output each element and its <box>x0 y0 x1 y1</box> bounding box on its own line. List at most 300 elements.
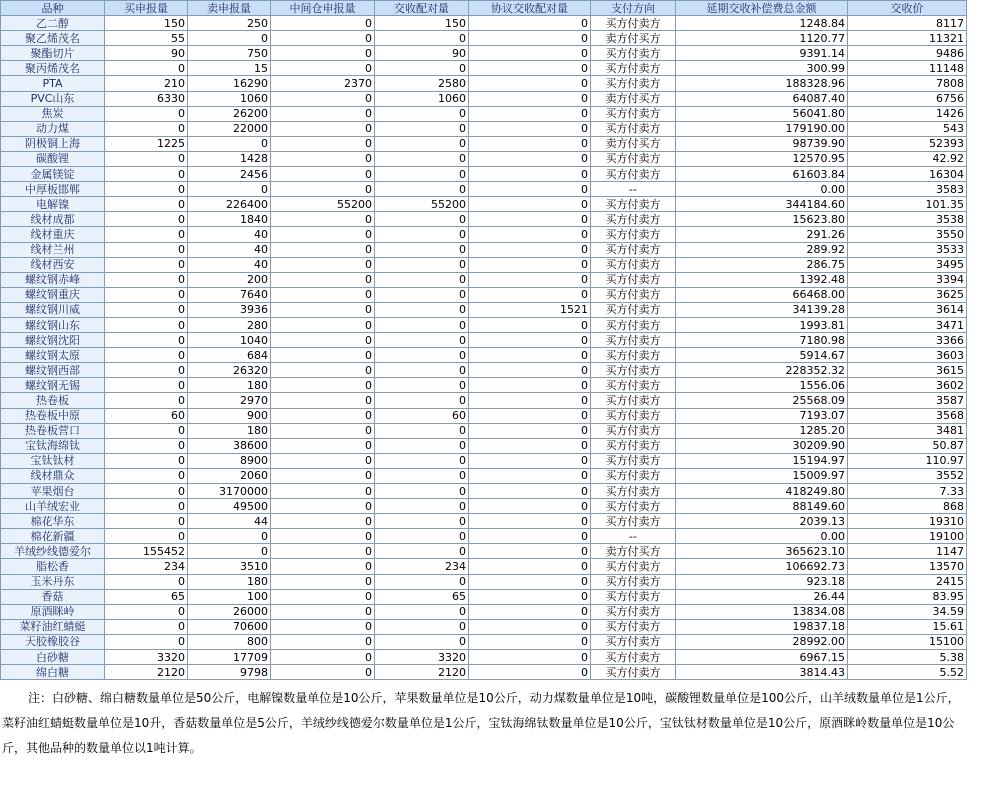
cell-compensation-total: 6967.15 <box>676 650 848 665</box>
cell-sell-declared: 9798 <box>188 665 271 680</box>
cell-agreement-matched: 0 <box>469 106 591 121</box>
cell-sell-declared: 280 <box>188 317 271 332</box>
cell-product-name: 螺纹钢无锡 <box>1 378 105 393</box>
cell-payment-direction: 卖方付买方 <box>591 91 676 106</box>
cell-product-name: 原酒眯岭 <box>1 604 105 619</box>
cell-agreement-matched: 0 <box>469 589 591 604</box>
table-row <box>1 257 967 272</box>
cell-intermediate-declared: 0 <box>271 182 375 197</box>
cell-compensation-total: 291.26 <box>676 227 848 242</box>
cell-product-name: 螺纹钢重庆 <box>1 287 105 302</box>
cell-intermediate-declared: 0 <box>271 423 375 438</box>
cell-intermediate-declared: 0 <box>271 514 375 529</box>
cell-payment-direction: 卖方付买方 <box>591 136 676 151</box>
header-buy-declared: 买申报量 <box>105 1 188 16</box>
cell-buy-declared: 1225 <box>105 136 188 151</box>
cell-payment-direction: 买方付卖方 <box>591 151 676 166</box>
cell-sell-declared: 70600 <box>188 619 271 634</box>
cell-delivery-price: 3495 <box>848 257 967 272</box>
cell-sell-declared: 3936 <box>188 302 271 317</box>
cell-delivery-price: 19100 <box>848 529 967 544</box>
cell-intermediate-declared: 0 <box>271 348 375 363</box>
cell-agreement-matched: 0 <box>469 91 591 106</box>
header-intermediate-declared: 中间仓申报量 <box>271 1 375 16</box>
cell-intermediate-declared: 0 <box>271 604 375 619</box>
table-row <box>1 363 967 378</box>
cell-delivery-price: 34.59 <box>848 604 967 619</box>
cell-matched-quantity: 90 <box>375 46 469 61</box>
cell-delivery-price: 110.97 <box>848 453 967 468</box>
cell-payment-direction: 卖方付买方 <box>591 544 676 559</box>
cell-sell-declared: 250 <box>188 16 271 31</box>
cell-product-name: 脂松香 <box>1 559 105 574</box>
cell-agreement-matched: 0 <box>469 393 591 408</box>
cell-agreement-matched: 0 <box>469 559 591 574</box>
cell-sell-declared: 26200 <box>188 106 271 121</box>
cell-agreement-matched: 0 <box>469 529 591 544</box>
header-compensation-total: 延期交收补偿费总金额 <box>676 1 848 16</box>
cell-product-name: 羊绒纱线德爱尔 <box>1 544 105 559</box>
cell-agreement-matched: 0 <box>469 348 591 363</box>
table-row <box>1 559 967 574</box>
cell-matched-quantity: 0 <box>375 484 469 499</box>
cell-payment-direction: -- <box>591 529 676 544</box>
table-row <box>1 453 967 468</box>
cell-compensation-total: 1248.84 <box>676 16 848 31</box>
cell-agreement-matched: 0 <box>469 363 591 378</box>
cell-sell-declared: 0 <box>188 31 271 46</box>
cell-sell-declared: 800 <box>188 634 271 649</box>
header-product: 品种 <box>1 1 105 16</box>
cell-buy-declared: 0 <box>105 484 188 499</box>
table-row <box>1 333 967 348</box>
cell-agreement-matched: 0 <box>469 634 591 649</box>
cell-payment-direction: 买方付卖方 <box>591 574 676 589</box>
cell-product-name: 线材鼎众 <box>1 468 105 483</box>
cell-agreement-matched: 0 <box>469 31 591 46</box>
cell-buy-declared: 0 <box>105 514 188 529</box>
cell-intermediate-declared: 0 <box>271 106 375 121</box>
cell-buy-declared: 0 <box>105 257 188 272</box>
cell-payment-direction: 买方付卖方 <box>591 634 676 649</box>
cell-intermediate-declared: 0 <box>271 91 375 106</box>
cell-compensation-total: 286.75 <box>676 257 848 272</box>
cell-payment-direction: 买方付卖方 <box>591 333 676 348</box>
cell-product-name: 线材兰州 <box>1 242 105 257</box>
cell-intermediate-declared: 0 <box>271 302 375 317</box>
cell-delivery-price: 11148 <box>848 61 967 76</box>
cell-matched-quantity: 0 <box>375 121 469 136</box>
cell-product-name: 聚酯切片 <box>1 46 105 61</box>
cell-intermediate-declared: 0 <box>271 16 375 31</box>
cell-sell-declared: 44 <box>188 514 271 529</box>
cell-product-name: 动力煤 <box>1 121 105 136</box>
header-matched-quantity: 交收配对量 <box>375 1 469 16</box>
cell-delivery-price: 3568 <box>848 408 967 423</box>
cell-product-name: 聚丙烯茂名 <box>1 61 105 76</box>
cell-buy-declared: 0 <box>105 423 188 438</box>
table-row <box>1 619 967 634</box>
cell-delivery-price: 9486 <box>848 46 967 61</box>
cell-payment-direction: 买方付卖方 <box>591 106 676 121</box>
cell-sell-declared: 38600 <box>188 438 271 453</box>
table-row <box>1 423 967 438</box>
cell-matched-quantity: 0 <box>375 423 469 438</box>
cell-agreement-matched: 0 <box>469 61 591 76</box>
table-row <box>1 317 967 332</box>
cell-intermediate-declared: 0 <box>271 544 375 559</box>
cell-compensation-total: 3814.43 <box>676 665 848 680</box>
cell-delivery-price: 8117 <box>848 16 967 31</box>
cell-buy-declared: 0 <box>105 348 188 363</box>
cell-intermediate-declared: 0 <box>271 408 375 423</box>
cell-payment-direction: 买方付卖方 <box>591 468 676 483</box>
cell-product-name: 天胶橡胶谷 <box>1 634 105 649</box>
cell-product-name: 螺纹钢太原 <box>1 348 105 363</box>
cell-buy-declared: 150 <box>105 16 188 31</box>
cell-compensation-total: 0.00 <box>676 182 848 197</box>
table-row <box>1 438 967 453</box>
cell-product-name: 棉花华东 <box>1 514 105 529</box>
cell-matched-quantity: 0 <box>375 393 469 408</box>
cell-delivery-price: 868 <box>848 499 967 514</box>
cell-product-name: 螺纹钢沈阳 <box>1 333 105 348</box>
table-row <box>1 242 967 257</box>
cell-payment-direction: 买方付卖方 <box>591 589 676 604</box>
cell-delivery-price: 5.52 <box>848 665 967 680</box>
table-body <box>1 16 967 680</box>
cell-compensation-total: 12570.95 <box>676 151 848 166</box>
cell-delivery-price: 7808 <box>848 76 967 91</box>
cell-compensation-total: 179190.00 <box>676 121 848 136</box>
cell-product-name: PVC山东 <box>1 91 105 106</box>
cell-product-name: 白砂糖 <box>1 650 105 665</box>
cell-payment-direction: 买方付卖方 <box>591 61 676 76</box>
cell-payment-direction: 买方付卖方 <box>591 363 676 378</box>
cell-delivery-price: 11321 <box>848 31 967 46</box>
cell-compensation-total: 13834.08 <box>676 604 848 619</box>
cell-matched-quantity: 0 <box>375 136 469 151</box>
cell-delivery-price: 543 <box>848 121 967 136</box>
cell-sell-declared: 26000 <box>188 604 271 619</box>
cell-buy-declared: 60 <box>105 408 188 423</box>
cell-delivery-price: 1426 <box>848 106 967 121</box>
cell-agreement-matched: 0 <box>469 650 591 665</box>
cell-buy-declared: 0 <box>105 574 188 589</box>
cell-agreement-matched: 0 <box>469 151 591 166</box>
cell-agreement-matched: 0 <box>469 167 591 182</box>
footnote: 注：白砂糖、绵白糖数量单位是50公斤，电解镍数量单位是10公斤，苹果数量单位是10公斤，动力煤数量单位是10吨，碳酸锂数量单位是100公斤，山羊绒数量单位是1公斤，菜籽油红蜻蜓数量单位是10升，香菇数量单位是5公斤，羊绒纱线德爱尔数量单位是1公斤，宝钛海绵钛数量单位是10公斤，宝钛钛材数量单位是10公斤，原酒眯岭数量单位是10公斤，其他品种的数量单位以1吨计算。 <box>2 691 960 756</box>
cell-buy-declared: 2120 <box>105 665 188 680</box>
cell-sell-declared: 40 <box>188 257 271 272</box>
cell-matched-quantity: 2120 <box>375 665 469 680</box>
cell-delivery-price: 52393 <box>848 136 967 151</box>
cell-matched-quantity: 0 <box>375 333 469 348</box>
cell-buy-declared: 0 <box>105 529 188 544</box>
cell-matched-quantity: 0 <box>375 227 469 242</box>
cell-intermediate-declared: 0 <box>271 257 375 272</box>
cell-sell-declared: 900 <box>188 408 271 423</box>
cell-agreement-matched: 0 <box>469 287 591 302</box>
cell-compensation-total: 5914.67 <box>676 348 848 363</box>
cell-delivery-price: 1147 <box>848 544 967 559</box>
table-row <box>1 468 967 483</box>
cell-payment-direction: 买方付卖方 <box>591 227 676 242</box>
cell-buy-declared: 0 <box>105 393 188 408</box>
cell-sell-declared: 1060 <box>188 91 271 106</box>
cell-sell-declared: 17709 <box>188 650 271 665</box>
cell-agreement-matched: 0 <box>469 423 591 438</box>
cell-matched-quantity: 3320 <box>375 650 469 665</box>
cell-compensation-total: 15194.97 <box>676 453 848 468</box>
cell-compensation-total: 19837.18 <box>676 619 848 634</box>
cell-compensation-total: 64087.40 <box>676 91 848 106</box>
cell-payment-direction: 买方付卖方 <box>591 665 676 680</box>
cell-buy-declared: 0 <box>105 363 188 378</box>
cell-compensation-total: 66468.00 <box>676 287 848 302</box>
table-row <box>1 46 967 61</box>
cell-compensation-total: 2039.13 <box>676 514 848 529</box>
cell-matched-quantity: 2580 <box>375 76 469 91</box>
cell-agreement-matched: 0 <box>469 604 591 619</box>
cell-matched-quantity: 1060 <box>375 91 469 106</box>
cell-intermediate-declared: 0 <box>271 574 375 589</box>
cell-sell-declared: 1840 <box>188 212 271 227</box>
cell-payment-direction: 卖方付买方 <box>591 31 676 46</box>
cell-agreement-matched: 0 <box>469 574 591 589</box>
cell-sell-declared: 40 <box>188 242 271 257</box>
cell-sell-declared: 16290 <box>188 76 271 91</box>
cell-sell-declared: 0 <box>188 136 271 151</box>
cell-matched-quantity: 0 <box>375 182 469 197</box>
cell-payment-direction: 买方付卖方 <box>591 438 676 453</box>
cell-intermediate-declared: 0 <box>271 378 375 393</box>
cell-matched-quantity: 0 <box>375 438 469 453</box>
cell-buy-declared: 0 <box>105 61 188 76</box>
cell-matched-quantity: 0 <box>375 574 469 589</box>
cell-intermediate-declared: 0 <box>271 393 375 408</box>
cell-buy-declared: 0 <box>105 197 188 212</box>
cell-product-name: PTA <box>1 76 105 91</box>
cell-compensation-total: 106692.73 <box>676 559 848 574</box>
cell-agreement-matched: 0 <box>469 499 591 514</box>
cell-intermediate-declared: 0 <box>271 242 375 257</box>
cell-product-name: 山羊绒宏业 <box>1 499 105 514</box>
cell-payment-direction: 买方付卖方 <box>591 121 676 136</box>
cell-sell-declared: 180 <box>188 378 271 393</box>
cell-matched-quantity: 0 <box>375 348 469 363</box>
cell-agreement-matched: 0 <box>469 544 591 559</box>
cell-matched-quantity: 0 <box>375 167 469 182</box>
cell-matched-quantity: 0 <box>375 272 469 287</box>
cell-payment-direction: -- <box>591 182 676 197</box>
cell-product-name: 香菇 <box>1 589 105 604</box>
cell-product-name: 线材重庆 <box>1 227 105 242</box>
cell-product-name: 热卷板营口 <box>1 423 105 438</box>
cell-compensation-total: 1285.20 <box>676 423 848 438</box>
cell-sell-declared: 2970 <box>188 393 271 408</box>
cell-delivery-price: 3614 <box>848 302 967 317</box>
cell-payment-direction: 买方付卖方 <box>591 197 676 212</box>
cell-sell-declared: 180 <box>188 574 271 589</box>
table-row <box>1 16 967 31</box>
table-row <box>1 650 967 665</box>
cell-matched-quantity: 0 <box>375 317 469 332</box>
cell-product-name: 棉花新疆 <box>1 529 105 544</box>
cell-buy-declared: 0 <box>105 634 188 649</box>
cell-delivery-price: 3471 <box>848 317 967 332</box>
cell-payment-direction: 买方付卖方 <box>591 76 676 91</box>
cell-payment-direction: 买方付卖方 <box>591 46 676 61</box>
cell-agreement-matched: 0 <box>469 16 591 31</box>
cell-agreement-matched: 0 <box>469 619 591 634</box>
cell-payment-direction: 买方付卖方 <box>591 167 676 182</box>
cell-matched-quantity: 0 <box>375 619 469 634</box>
cell-product-name: 乙二醇 <box>1 16 105 31</box>
cell-sell-declared: 180 <box>188 423 271 438</box>
cell-product-name: 螺纹钢西部 <box>1 363 105 378</box>
table-row <box>1 302 967 317</box>
cell-agreement-matched: 0 <box>469 136 591 151</box>
cell-product-name: 聚乙烯茂名 <box>1 31 105 46</box>
cell-sell-declared: 2456 <box>188 167 271 182</box>
table-row <box>1 408 967 423</box>
cell-buy-declared: 0 <box>105 499 188 514</box>
cell-intermediate-declared: 55200 <box>271 197 375 212</box>
table-row <box>1 61 967 76</box>
cell-intermediate-declared: 0 <box>271 287 375 302</box>
cell-buy-declared: 0 <box>105 212 188 227</box>
cell-agreement-matched: 0 <box>469 317 591 332</box>
table-row <box>1 665 967 680</box>
cell-matched-quantity: 0 <box>375 468 469 483</box>
cell-buy-declared: 0 <box>105 317 188 332</box>
cell-matched-quantity: 0 <box>375 453 469 468</box>
header-delivery-price: 交收价 <box>848 1 967 16</box>
cell-agreement-matched: 0 <box>469 378 591 393</box>
cell-product-name: 阴极铜上海 <box>1 136 105 151</box>
cell-intermediate-declared: 0 <box>271 499 375 514</box>
cell-payment-direction: 买方付卖方 <box>591 317 676 332</box>
cell-product-name: 螺纹钢川威 <box>1 302 105 317</box>
cell-buy-declared: 0 <box>105 619 188 634</box>
table-row <box>1 91 967 106</box>
cell-agreement-matched: 0 <box>469 272 591 287</box>
cell-agreement-matched: 0 <box>469 333 591 348</box>
cell-sell-declared: 7640 <box>188 287 271 302</box>
cell-intermediate-declared: 0 <box>271 438 375 453</box>
cell-matched-quantity: 0 <box>375 363 469 378</box>
cell-payment-direction: 买方付卖方 <box>591 16 676 31</box>
cell-compensation-total: 30209.90 <box>676 438 848 453</box>
cell-sell-declared: 15 <box>188 61 271 76</box>
cell-intermediate-declared: 0 <box>271 212 375 227</box>
cell-delivery-price: 3533 <box>848 242 967 257</box>
cell-buy-declared: 55 <box>105 31 188 46</box>
cell-compensation-total: 289.92 <box>676 242 848 257</box>
cell-payment-direction: 买方付卖方 <box>591 287 676 302</box>
cell-compensation-total: 98739.90 <box>676 136 848 151</box>
cell-matched-quantity: 150 <box>375 16 469 31</box>
cell-delivery-price: 3583 <box>848 182 967 197</box>
cell-intermediate-declared: 0 <box>271 589 375 604</box>
cell-agreement-matched: 0 <box>469 212 591 227</box>
cell-delivery-price: 3550 <box>848 227 967 242</box>
cell-compensation-total: 34139.28 <box>676 302 848 317</box>
cell-agreement-matched: 0 <box>469 665 591 680</box>
table-row <box>1 287 967 302</box>
cell-matched-quantity: 0 <box>375 61 469 76</box>
table-row <box>1 634 967 649</box>
cell-product-name: 电解镍 <box>1 197 105 212</box>
cell-compensation-total: 1993.81 <box>676 317 848 332</box>
cell-delivery-price: 3587 <box>848 393 967 408</box>
cell-product-name: 焦炭 <box>1 106 105 121</box>
cell-product-name: 线材西安 <box>1 257 105 272</box>
cell-buy-declared: 234 <box>105 559 188 574</box>
cell-agreement-matched: 0 <box>469 484 591 499</box>
table-row <box>1 182 967 197</box>
cell-payment-direction: 买方付卖方 <box>591 559 676 574</box>
cell-agreement-matched: 0 <box>469 408 591 423</box>
cell-payment-direction: 买方付卖方 <box>591 272 676 287</box>
cell-intermediate-declared: 0 <box>271 136 375 151</box>
cell-buy-declared: 0 <box>105 242 188 257</box>
cell-compensation-total: 7193.07 <box>676 408 848 423</box>
header-payment-direction: 支付方向 <box>591 1 676 16</box>
cell-buy-declared: 210 <box>105 76 188 91</box>
cell-sell-declared: 1428 <box>188 151 271 166</box>
cell-payment-direction: 买方付卖方 <box>591 348 676 363</box>
cell-compensation-total: 26.44 <box>676 589 848 604</box>
cell-intermediate-declared: 0 <box>271 46 375 61</box>
cell-payment-direction: 买方付卖方 <box>591 302 676 317</box>
cell-buy-declared: 0 <box>105 453 188 468</box>
cell-agreement-matched: 0 <box>469 438 591 453</box>
cell-compensation-total: 923.18 <box>676 574 848 589</box>
cell-matched-quantity: 0 <box>375 242 469 257</box>
cell-sell-declared: 684 <box>188 348 271 363</box>
table-row <box>1 604 967 619</box>
cell-buy-declared: 0 <box>105 272 188 287</box>
cell-payment-direction: 买方付卖方 <box>591 212 676 227</box>
cell-sell-declared: 2060 <box>188 468 271 483</box>
cell-buy-declared: 65 <box>105 589 188 604</box>
cell-intermediate-declared: 0 <box>271 61 375 76</box>
cell-matched-quantity: 60 <box>375 408 469 423</box>
cell-sell-declared: 22000 <box>188 121 271 136</box>
table-row <box>1 136 967 151</box>
table-row <box>1 499 967 514</box>
cell-intermediate-declared: 0 <box>271 665 375 680</box>
cell-agreement-matched: 0 <box>469 257 591 272</box>
cell-sell-declared: 40 <box>188 227 271 242</box>
cell-intermediate-declared: 0 <box>271 468 375 483</box>
cell-payment-direction: 买方付卖方 <box>591 242 676 257</box>
cell-buy-declared: 0 <box>105 287 188 302</box>
cell-buy-declared: 6330 <box>105 91 188 106</box>
cell-buy-declared: 0 <box>105 333 188 348</box>
cell-product-name: 苹果烟台 <box>1 484 105 499</box>
cell-compensation-total: 1556.06 <box>676 378 848 393</box>
cell-delivery-price: 6756 <box>848 91 967 106</box>
cell-matched-quantity: 0 <box>375 514 469 529</box>
cell-delivery-price: 3625 <box>848 287 967 302</box>
cell-delivery-price: 16304 <box>848 167 967 182</box>
cell-sell-declared: 49500 <box>188 499 271 514</box>
table-row <box>1 76 967 91</box>
cell-payment-direction: 买方付卖方 <box>591 619 676 634</box>
